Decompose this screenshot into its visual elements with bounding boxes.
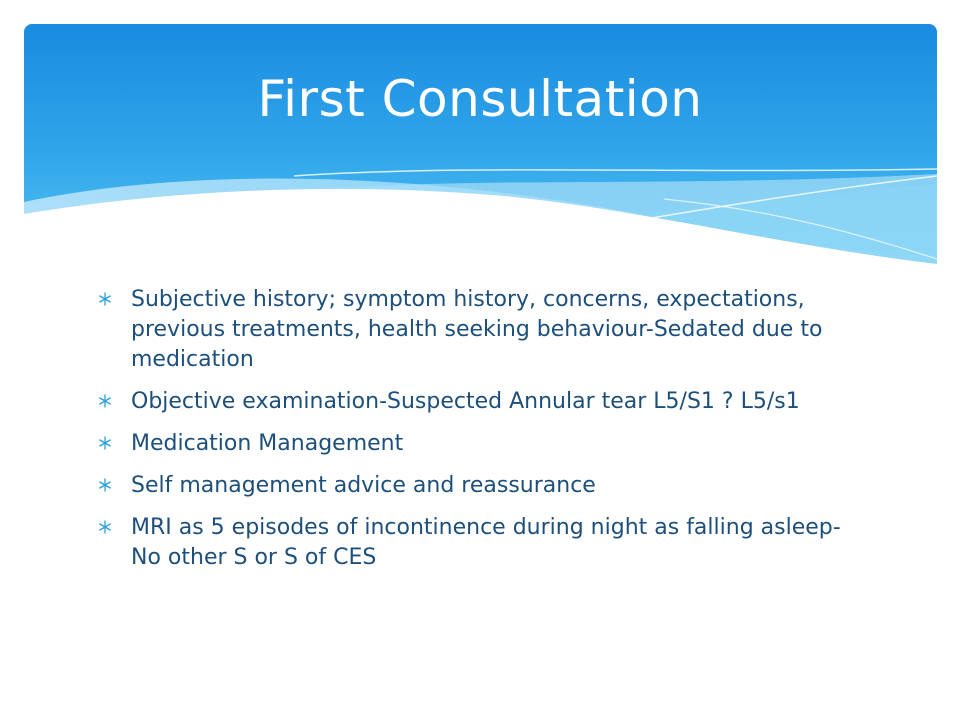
asterisk-bullet-icon bbox=[98, 436, 112, 450]
slide-title: First Consultation bbox=[257, 70, 703, 128]
asterisk-bullet-icon bbox=[98, 292, 112, 306]
bullet-text: Subjective history; symptom history, concerns, expectations, previous treatments, health seeking behaviour-Sedated due to medication bbox=[131, 287, 823, 372]
asterisk-bullet-icon bbox=[98, 394, 112, 408]
bullet-text: Self management advice and reassurance bbox=[131, 473, 596, 498]
bullet-text: Objective examination-Suspected Annular tear L5/S1 ? L5/s1 bbox=[131, 389, 800, 414]
list-item bbox=[98, 387, 858, 417]
asterisk-bullet-icon bbox=[98, 520, 112, 534]
list-item bbox=[98, 513, 858, 573]
header-banner bbox=[24, 24, 937, 264]
list-item bbox=[98, 429, 858, 459]
list-item bbox=[98, 471, 858, 501]
bullet-text: MRI as 5 episodes of incontinence during night as falling asleep-No other S or S of CES bbox=[131, 515, 841, 570]
wave-background bbox=[24, 24, 937, 264]
bullet-list bbox=[98, 285, 858, 585]
list-item bbox=[98, 285, 858, 375]
bullet-text: Medication Management bbox=[131, 431, 404, 456]
asterisk-bullet-icon bbox=[98, 478, 112, 492]
